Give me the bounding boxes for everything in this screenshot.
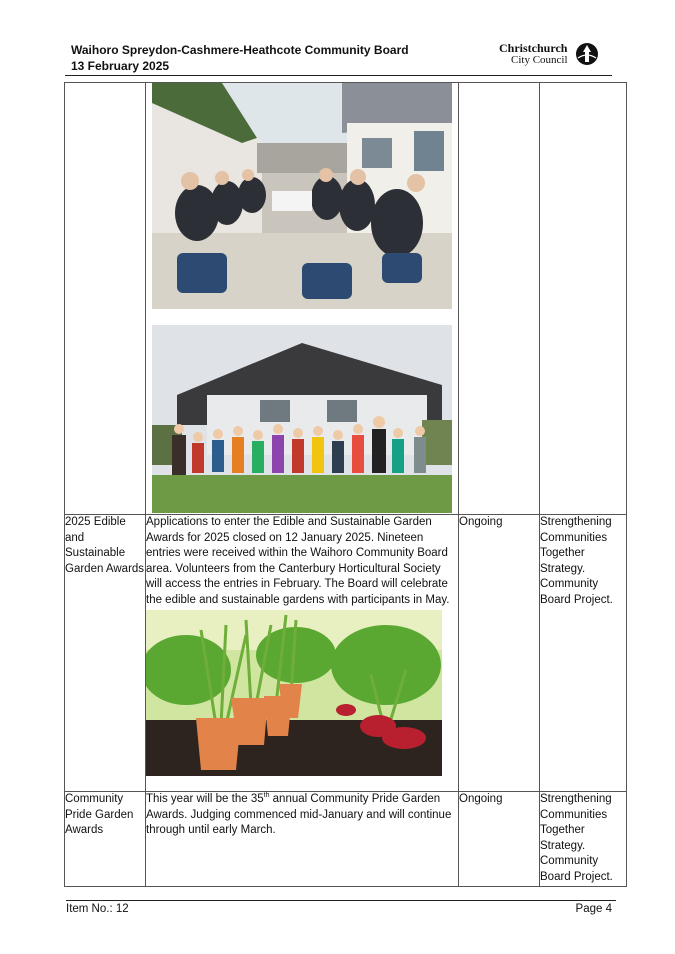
project-name-cell: 2025 Edible and Sustainable Garden Awards [65, 515, 146, 792]
footer-rule [66, 900, 616, 901]
project-name-cell [65, 83, 146, 515]
description-text: Applications to enter the Edible and Sustainable Garden Awards for 2025 closed on 12 January 2025. Nineteen entries were received within the Waihoro Community Board area. Volunteers from the Canterbury Horticultural Society will access the entries in February. The Board will celebrate the edible and sustainable gardens with participants in May. [146, 516, 450, 606]
status-cell [459, 83, 540, 515]
project-name-cell: Community Pride Garden Awards [65, 792, 146, 887]
description-cell [146, 515, 459, 792]
logo-line-2: City Council [511, 54, 568, 66]
ordinal-suffix: th [263, 792, 270, 800]
description-cell [146, 83, 459, 515]
strategy-cell: Strengthening Communities Together Strategy. Community Board Project. [540, 792, 627, 887]
council-logo [499, 42, 599, 68]
strategy-cell [540, 83, 627, 515]
logo-line-1: Christchurch [499, 41, 568, 55]
meeting-date: 13 February 2025 [71, 59, 170, 73]
description-text-start: This year will be the 35 [146, 793, 264, 805]
vegetables-photo [146, 610, 458, 776]
item-number: Item No.: 12 [66, 903, 129, 915]
board-title: Waihoro Spreydon-Cashmere-Heathcote Community Board [71, 43, 409, 57]
status-cell: Ongoing [459, 515, 540, 792]
table-row [65, 515, 627, 792]
page-number: Page 4 [575, 903, 612, 915]
halloween-group-photo [152, 325, 458, 513]
document-footer [64, 900, 616, 915]
table-row [65, 83, 627, 515]
table-row [65, 792, 627, 887]
header-rule [65, 75, 612, 76]
description-text-end: annual Community Pride Garden Awards. Judging commenced mid-January and will continue through until early March. [146, 793, 452, 836]
project-table [64, 82, 627, 887]
gathering-photo [152, 83, 458, 309]
strategy-cell: Strengthening Communities Together Strategy. Community Board Project. [540, 515, 627, 792]
status-cell: Ongoing [459, 792, 540, 887]
description-cell [146, 792, 459, 887]
cathedral-emblem-icon [575, 42, 599, 66]
